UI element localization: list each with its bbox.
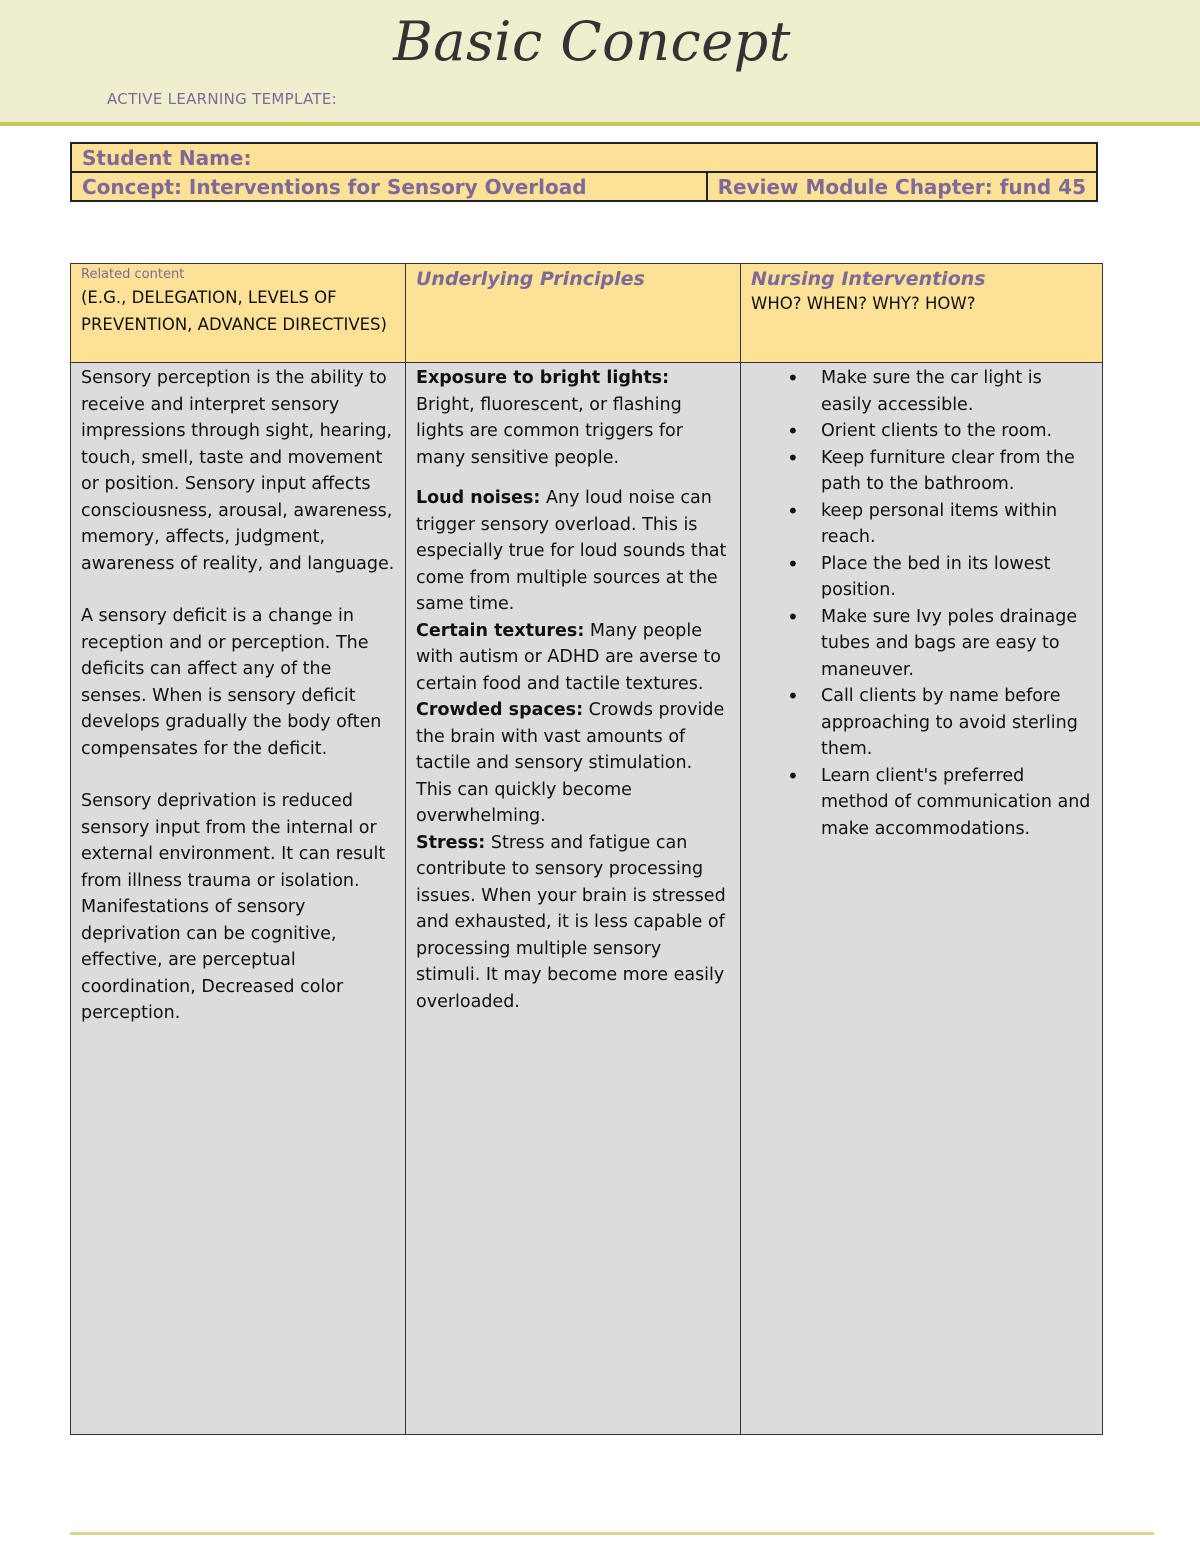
principle-item xyxy=(416,365,730,471)
student-name-field[interactable]: Student Name: xyxy=(71,143,1097,172)
principle-text: Crowds provide the brain with vast amounts of tactile and sensory stimulation. This can quickly become overwhelming. xyxy=(416,700,725,826)
related-paragraph: Sensory deprivation is reduced sensory input from the internal or external environment. It can result from illness trauma or isolation. Manifestations of sensory deprivation can be cognitive, effective, are perceptual coordination, Decreased color perception. xyxy=(81,791,386,1023)
intervention-item: • Learn client's preferred method of communication and make accommodations. xyxy=(821,763,1092,843)
intervention-item: • Place the bed in its lowest position. xyxy=(821,551,1092,604)
principle-term: Exposure to bright lights: xyxy=(416,368,670,388)
intervention-item: • Make sure Ivy poles drainage tubes and bags are easy to maneuver. xyxy=(821,604,1092,684)
principle-text: Bright, fluorescent, or flashing lights are common triggers for many sensitive people. xyxy=(416,394,683,468)
info-table xyxy=(70,142,1098,202)
principle-term: Loud noises: xyxy=(416,488,541,508)
header-divider xyxy=(0,122,1200,126)
intervention-item: • Orient clients to the room. xyxy=(821,418,1092,445)
related-paragraph: A sensory deficit is a change in reception and or perception. The deficits can affect any of the senses. When is sensory deficit develops gradually the body often compensates for the deficit. xyxy=(81,606,382,759)
principle-item xyxy=(416,618,730,698)
principle-item xyxy=(416,697,730,830)
principle-text: Any loud noise can trigger sensory overload. This is especially true for loud sounds that come from multiple sources at the same time. xyxy=(416,488,727,614)
template-label: ACTIVE LEARNING TEMPLATE: xyxy=(107,90,337,108)
nursing-interventions-cell[interactable] xyxy=(741,363,1103,1435)
footer-divider xyxy=(70,1532,1154,1535)
principle-term: Stress: xyxy=(416,832,486,853)
principle-term: Crowded spaces: xyxy=(416,700,584,720)
related-content-header xyxy=(71,264,406,363)
concept-row xyxy=(71,172,1097,201)
principle-text: Stress and fatigue can contribute to sensory processing issues. When your brain is stressed and exhausted, it is less capable of processing multiple sensory stimuli. It may become more easily overloaded. xyxy=(416,832,726,1012)
intervention-item: • Keep furniture clear from the path to the bathroom. xyxy=(821,445,1092,498)
concept-field[interactable]: Concept: Interventions for Sensory Overload xyxy=(71,172,707,201)
principle-item xyxy=(416,485,730,618)
related-content-small-label: Related content xyxy=(81,267,185,282)
nursing-interventions-title: Nursing Interventions xyxy=(751,268,986,290)
main-table xyxy=(70,263,1103,1435)
underlying-principles-header xyxy=(406,264,741,363)
student-name-row xyxy=(71,143,1097,172)
intervention-item: • Call clients by name before approaching to avoid sterling them. xyxy=(821,683,1092,763)
related-content-label: (E.G., DELEGATION, LEVELS OF PREVENTION, ADVANCE DIRECTIVES) xyxy=(81,288,387,334)
nursing-interventions-header xyxy=(741,264,1103,363)
content-row xyxy=(71,363,1103,1435)
interventions-list xyxy=(751,365,1092,842)
principle-text: Many people with autism or ADHD are averse to certain food and tactile textures. xyxy=(416,620,721,694)
related-paragraph: Sensory perception is the ability to receive and interpret sensory impressions through sight, hearing, touch, smell, taste and movement or position. Sensory input affects consciousness, arousal, awareness, memory, affects, judgment, awareness of reality, and language. xyxy=(81,368,395,574)
intervention-item: • keep personal items within reach. xyxy=(821,498,1092,551)
related-content-cell[interactable] xyxy=(71,363,406,1435)
nursing-interventions-subtitle: WHO? WHEN? WHY? HOW? xyxy=(751,294,976,313)
principle-term: Certain textures: xyxy=(416,620,585,641)
column-header-row xyxy=(71,264,1103,363)
review-module-field[interactable]: Review Module Chapter: fund 45 xyxy=(707,172,1097,201)
intervention-item: • Make sure the car light is easily accessible. xyxy=(821,365,1092,418)
underlying-principles-title: Underlying Principles xyxy=(416,268,645,290)
principle-item xyxy=(416,830,730,1016)
page-title: Basic Concept xyxy=(393,10,791,73)
underlying-principles-cell[interactable] xyxy=(406,363,741,1435)
